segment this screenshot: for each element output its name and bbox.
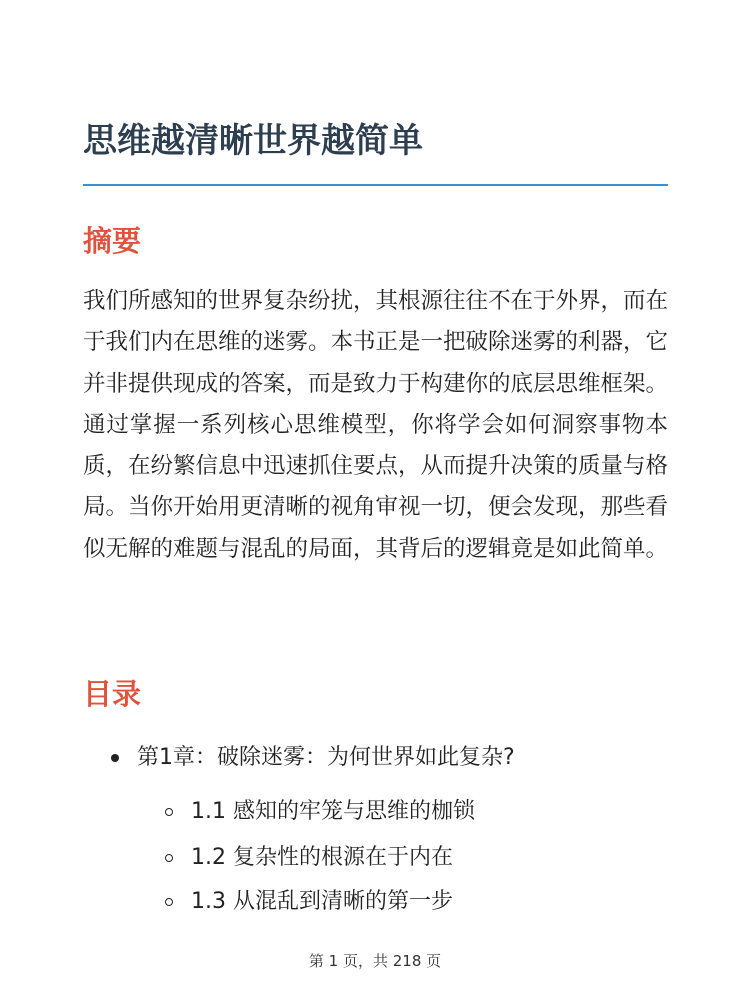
document-page	[83, 0, 668, 1000]
toc-section-label: 1.3 从混乱到清晰的第一步	[191, 889, 453, 914]
hollow-bullet-icon	[165, 808, 173, 816]
toc-section-label: 1.1 感知的牢笼与思维的枷锁	[191, 799, 475, 824]
toc-section-1-2[interactable]	[165, 842, 453, 874]
page-footer	[0, 950, 750, 971]
hollow-bullet-icon	[165, 854, 173, 862]
hollow-bullet-icon	[165, 898, 173, 906]
footer-total-pages: 218	[392, 952, 422, 970]
summary-heading: 摘要	[83, 224, 142, 258]
toc-section-1-1[interactable]	[165, 796, 475, 828]
footer-suffix: 页	[426, 952, 442, 970]
page-title: 思维越清晰世界越简单	[83, 121, 423, 161]
toc-section-1-3[interactable]	[165, 886, 453, 918]
footer-middle: 页，共	[342, 952, 388, 970]
footer-page-number: 1	[328, 952, 339, 970]
footer-prefix: 第	[308, 952, 324, 970]
title-divider	[83, 184, 668, 186]
toc-chapter-1[interactable]	[111, 742, 515, 774]
toc-heading: 目录	[83, 677, 142, 711]
summary-paragraph: 我们所感知的世界复杂纷扰，其根源往往不在于外界，而在于我们内在思维的迷雾。本书正是一把破除迷雾的利器，它并非提供现成的答案，而是致力于构建你的底层思维框架。通过掌握一系列核心思维模型，你将学会如何洞察事物本质，在纷繁信息中迅速抓住要点，从而提升决策的质量与格局。当你开始用更清晰的视角审视一切，便会发现，那些看似无解的难题与混乱的局面，其背后的逻辑竟是如此简单。	[83, 288, 669, 562]
toc-chapter-label: 第1章：破除迷雾：为何世界如此复杂?	[137, 745, 515, 770]
toc-section-label: 1.2 复杂性的根源在于内在	[191, 845, 453, 870]
filled-bullet-icon	[111, 754, 119, 762]
